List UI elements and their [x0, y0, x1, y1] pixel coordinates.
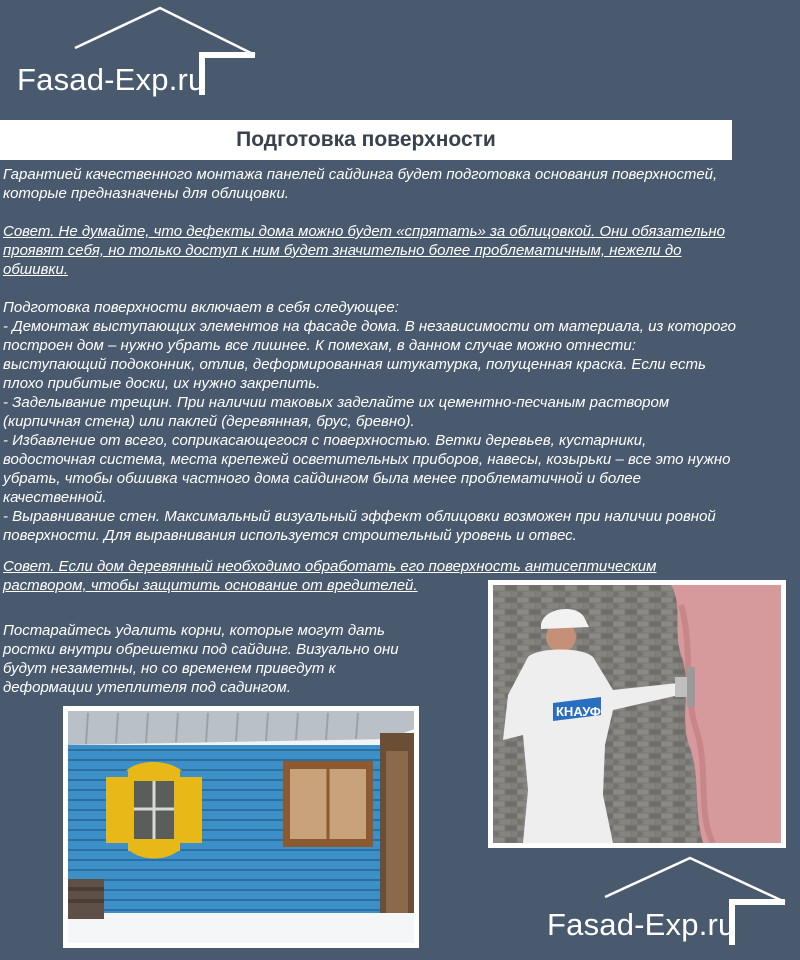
blue-wooden-house-photo	[63, 706, 419, 948]
house-roof-icon	[540, 850, 800, 960]
tip-paragraph-1: Совет. Не думайте, что дефекты дома можно будет «спрятать» за облицовкой. Они обязательно проявят себя, но только доступ к ним будет значительно более проблематичным, нежели до обшивки.	[3, 223, 725, 278]
logo-text: Fasad-Exp.ru	[17, 62, 206, 97]
roots-paragraph: Постарайтесь удалить корни, которые могут дать ростки внутри обрешетки под сайдинг. Визуально они будут незаметны, но со временем приведут к деформации утеплителя под садингом.	[3, 622, 399, 696]
logo-text: Fasad-Exp.ru	[547, 907, 736, 942]
site-logo-top[interactable]	[0, 0, 270, 110]
knauf-label: КНАУФ	[556, 704, 601, 719]
tip-paragraph-2: Совет. Если дом деревянный необходимо обработать его поверхность антисептическим раствором, чтобы защитить основание от вредителей.	[3, 558, 657, 594]
page-title: Подготовка поверхности	[0, 120, 732, 160]
preparation-list-paragraph: Подготовка поверхности включает в себя следующее: - Демонтаж выступающих элементов на фасаде дома. В независимости от материала, из которого построен дом – нужно убрать все лишнее. К помехам, в данном случае можно отнести: выступающий подоконник, отлив, деформированная штукатурка, полущенная краска. Если есть плохо прибитые доски, их нужно закрепить. - Заделывание трещин. При наличии таковых заделайте их цементно-песчаным раствором (кирпичная стена) или паклей (деревянная, брус, бревно). - Избавление от всего, соприкасающегося с поверхностью. Ветки деревьев, кустарники, водосточная система, места крепежей осветительных приборов, навесы, козырьки – все это нужно убрать, чтобы обшивка частного дома сайдингом была менее проблематичной и более качественной. - Выравнивание стен. Максимальный визуальный эффект облицовки возможен при наличии ровной поверхности. Для выравнивания используется строительный уровень и отвес.	[3, 299, 736, 544]
intro-paragraph: Гарантией качественного монтажа панелей сайдинга будет подготовка основания поверхностей, которые предназначены для облицовки.	[3, 166, 718, 202]
site-logo-bottom[interactable]	[540, 850, 800, 960]
worker-plastering-photo	[488, 580, 786, 848]
